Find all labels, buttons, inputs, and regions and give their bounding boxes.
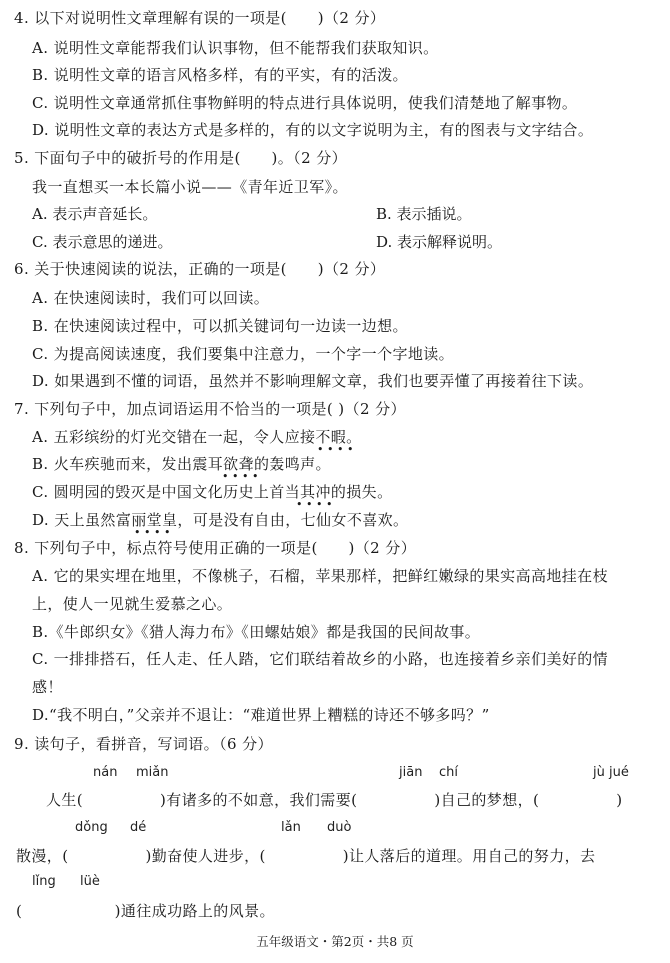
pinyin-dong: dǒng [75, 820, 108, 835]
question-5-option-b: B. 表示插说。 [376, 205, 472, 223]
question-8-option-c-line2: 感！ [32, 678, 63, 696]
question-6-option-b: B. 在快速阅读过程中，可以抓关键词句一边读一边想。 [32, 317, 408, 335]
question-8-option-a-line2: 上，使人一见就生爱慕之心。 [32, 595, 233, 613]
question-7-stem: 7. 下列句子中，加点词语运用不恰当的一项是( )（2 分） [14, 400, 406, 418]
question-4-stem: 4. 以下对说明性文章理解有误的一项是( )（2 分） [14, 9, 386, 27]
question-5-stem: 5. 下面句子中的破折号的作用是( )。（2 分） [14, 149, 347, 167]
question-4-option-b: B. 说明性文章的语言风格多样，有的平实，有的活泼。 [32, 66, 408, 84]
question-8-stem: 8. 下列句子中，标点符号使用正确的一项是( )（2 分） [14, 539, 417, 557]
question-9-stem: 9. 读句子，看拼音，写词语。（6 分） [14, 735, 273, 753]
question-6-option-d: D. 如果遇到不懂的词语，虽然并不影响理解文章，我们也要弄懂了再接着往下读。 [32, 372, 594, 390]
question-5-sentence: 我一直想买一本长篇小说——《青年近卫军》。 [32, 178, 348, 196]
page-footer: 五年级语文・第2页・共8 页 [256, 934, 414, 949]
question-8-option-a-line1: A. 它的果实埋在地里，不像桃子，石榴，苹果那样，把鲜红嫩绿的果实高高地挂在枝 [32, 567, 608, 585]
question-7-option-d: D. 天上虽然富丽堂皇，可是没有自由，七仙女不喜欢。 [32, 511, 409, 529]
question-6-option-a: A. 在快速阅读时，我们可以回读。 [32, 289, 270, 307]
pinyin-chi: chí [439, 765, 458, 780]
emphasis-dots-d: • • • • [134, 526, 171, 539]
question-7-option-c: C. 圆明园的毁灭是中国文化历史上首当其冲的损失。 [32, 483, 393, 501]
question-7-option-a: A. 五彩缤纷的灯光交错在一起，令人应接不暇。 [32, 428, 362, 446]
question-8-option-d: D.“我不明白，”父亲并不退让：“难道世界上糟糕的诗还不够多吗？” [32, 706, 490, 724]
pinyin-duo: duò [327, 820, 352, 835]
question-5-option-c: C. 表示意思的递进。 [32, 233, 173, 251]
emphasis-dots-c: • • • • [296, 498, 333, 511]
pinyin-lan: lǎn [281, 820, 301, 835]
question-4-option-c: C. 说明性文章通常抓住事物鲜明的特点进行具体说明，使我们清楚地了解事物。 [32, 94, 578, 112]
pinyin-ju-jue: jù jué [593, 765, 629, 780]
pinyin-mian: miǎn [136, 765, 169, 780]
question-7-option-b: B. 火车疾驰而来，发出震耳欲聋的轰鸣声。 [32, 455, 331, 473]
pinyin-jian: jiān [399, 765, 423, 780]
question-5-option-a: A. 表示声音延长。 [32, 205, 158, 223]
question-9-line-3: ( )通往成功路上的风景。 [16, 902, 275, 920]
question-6-option-c: C. 为提高阅读速度，我们要集中注意力，一个字一个字地读。 [32, 345, 455, 363]
question-8-option-c-line1: C. 一排排搭石，任人走、任人踏，它们联结着故乡的小路，也连接着乡亲们美好的情 [32, 650, 609, 668]
pinyin-lue: lüè [80, 874, 100, 889]
pinyin-nan: nán [93, 765, 118, 780]
pinyin-ling: lǐng [32, 874, 56, 889]
emphasis-dots-a: • • • • [317, 443, 354, 456]
question-4-option-a: A. 说明性文章能帮我们认识事物，但不能帮我们获取知识。 [32, 39, 439, 57]
question-9-line-2: 散漫，( )勤奋使人进步，( )让人落后的道理。用自己的努力，去 [16, 847, 596, 865]
question-5-option-d: D. 表示解释说明。 [376, 233, 503, 251]
emphasis-dots-b: • • • • [222, 470, 259, 483]
question-6-stem: 6. 关于快速阅读的说法，正确的一项是( )（2 分） [14, 260, 386, 278]
question-8-option-b: B.《牛郎织女》《猎人海力布》《田螺姑娘》都是我国的民间故事。 [32, 623, 481, 641]
pinyin-de: dé [130, 820, 147, 835]
question-4-option-d: D. 说明性文章的表达方式是多样的，有的以文字说明为主，有的图表与文字结合。 [32, 121, 594, 139]
question-9-line-1: 人生( )有诸多的不如意，我们需要( )自己的梦想，( ) [46, 791, 623, 809]
